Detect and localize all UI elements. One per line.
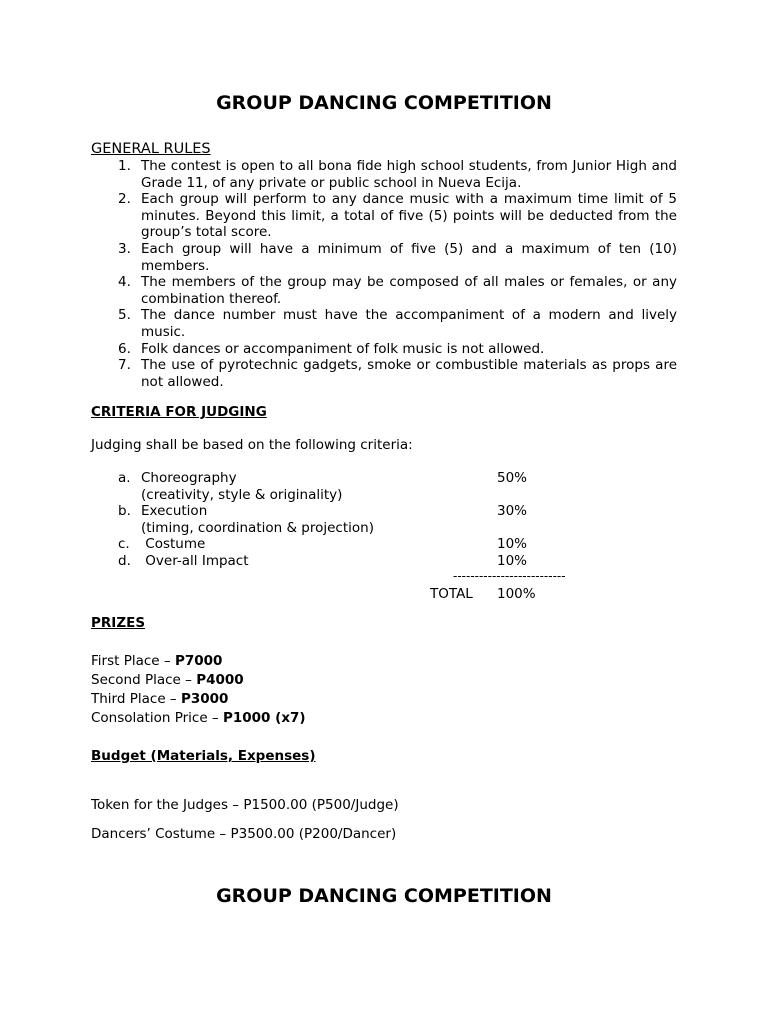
criteria-percent: 10% [497, 553, 528, 569]
prize-item [91, 672, 244, 688]
rule-item [91, 357, 677, 390]
total-value: 100% [497, 586, 536, 602]
prize-amount: P4000 [196, 672, 244, 688]
rule-number: 1. [118, 158, 131, 174]
total-divider: -------------------------- [453, 569, 566, 583]
prize-amount: P7000 [174, 653, 223, 669]
criteria-letter: c. [118, 536, 130, 552]
rule-item [91, 158, 677, 191]
criteria-item [91, 503, 591, 520]
criteria-item [91, 553, 591, 570]
criteria-item [91, 470, 591, 487]
prize-label: Third Place – [91, 691, 181, 707]
rule-number: 5. [118, 307, 131, 324]
rule-number: 3. [118, 240, 131, 257]
rule-item [91, 307, 677, 340]
rule-number: 6. [118, 340, 131, 357]
criteria-letter: b. [118, 503, 131, 519]
criteria-label: Choreography [141, 470, 237, 486]
criteria-subtext-row [91, 520, 591, 537]
page-title-repeat: GROUP DANCING COMPETITION [216, 885, 552, 907]
prize-label: Second Place – [91, 672, 197, 688]
prize-label: First Place – [91, 653, 175, 669]
criteria-percent: 50% [497, 470, 528, 486]
general-rules-heading: GENERAL RULES [91, 141, 211, 157]
prize-item [91, 653, 222, 669]
prize-amount: P3000 [180, 691, 229, 707]
criteria-label: Costume [141, 536, 206, 552]
prize-label: Consolation Price – [91, 710, 223, 726]
budget-heading: Budget (Materials, Expenses) [91, 748, 316, 764]
criteria-item [91, 536, 591, 553]
rule-item [91, 341, 677, 358]
total-label: TOTAL [430, 586, 473, 602]
rule-item [91, 191, 677, 241]
prize-item [91, 710, 306, 726]
criteria-percent: 30% [497, 503, 528, 519]
rule-number: 2. [118, 191, 131, 208]
rule-number: 4. [118, 274, 131, 291]
rule-text: The members of the group may be composed of all males or females, or any combination thereof. [141, 274, 677, 307]
criteria-label: Execution [141, 503, 208, 519]
criteria-letter: d. [118, 553, 131, 569]
budget-item: Dancers’ Costume – P3500.00 (P200/Dancer) [91, 826, 397, 842]
criteria-percent: 10% [497, 536, 528, 552]
criteria-subtext: (timing, coordination & projection) [141, 520, 374, 536]
rule-text: The dance number must have the accompaniment of a modern and lively music. [141, 307, 677, 340]
general-rules-list [91, 158, 677, 390]
rule-text: The use of pyrotechnic gadgets, smoke or combustible materials as props are not allowed. [141, 357, 677, 390]
rule-number: 7. [118, 357, 131, 374]
rule-text: Each group will perform to any dance music with a maximum time limit of 5 minutes. Beyond this limit, a total of five (5) points will be deducted from the group’s total score. [141, 191, 677, 241]
criteria-label: Over-all Impact [141, 553, 249, 569]
rule-text: The contest is open to all bona fide high school students, from Junior High and Grade 11, of any private or public school in Nueva Ecija. [141, 158, 677, 191]
criteria-letter: a. [118, 470, 131, 486]
rule-item [91, 241, 677, 274]
criteria-intro: Judging shall be based on the following criteria: [91, 437, 413, 453]
rule-item [91, 274, 677, 307]
budget-item: Token for the Judges – P1500.00 (P500/Judge) [91, 797, 399, 813]
prizes-heading: PRIZES [91, 615, 146, 631]
page-title: GROUP DANCING COMPETITION [216, 92, 552, 114]
rule-text: Folk dances or accompaniment of folk music is not allowed. [141, 340, 545, 357]
criteria-subtext-row [91, 487, 591, 504]
prize-item [91, 691, 228, 707]
criteria-heading: CRITERIA FOR JUDGING [91, 404, 267, 420]
criteria-subtext: (creativity, style & originality) [141, 487, 343, 503]
prize-amount: P1000 (x7) [222, 710, 306, 726]
rule-text: Each group will have a minimum of five (5) and a maximum of ten (10) members. [141, 240, 677, 274]
